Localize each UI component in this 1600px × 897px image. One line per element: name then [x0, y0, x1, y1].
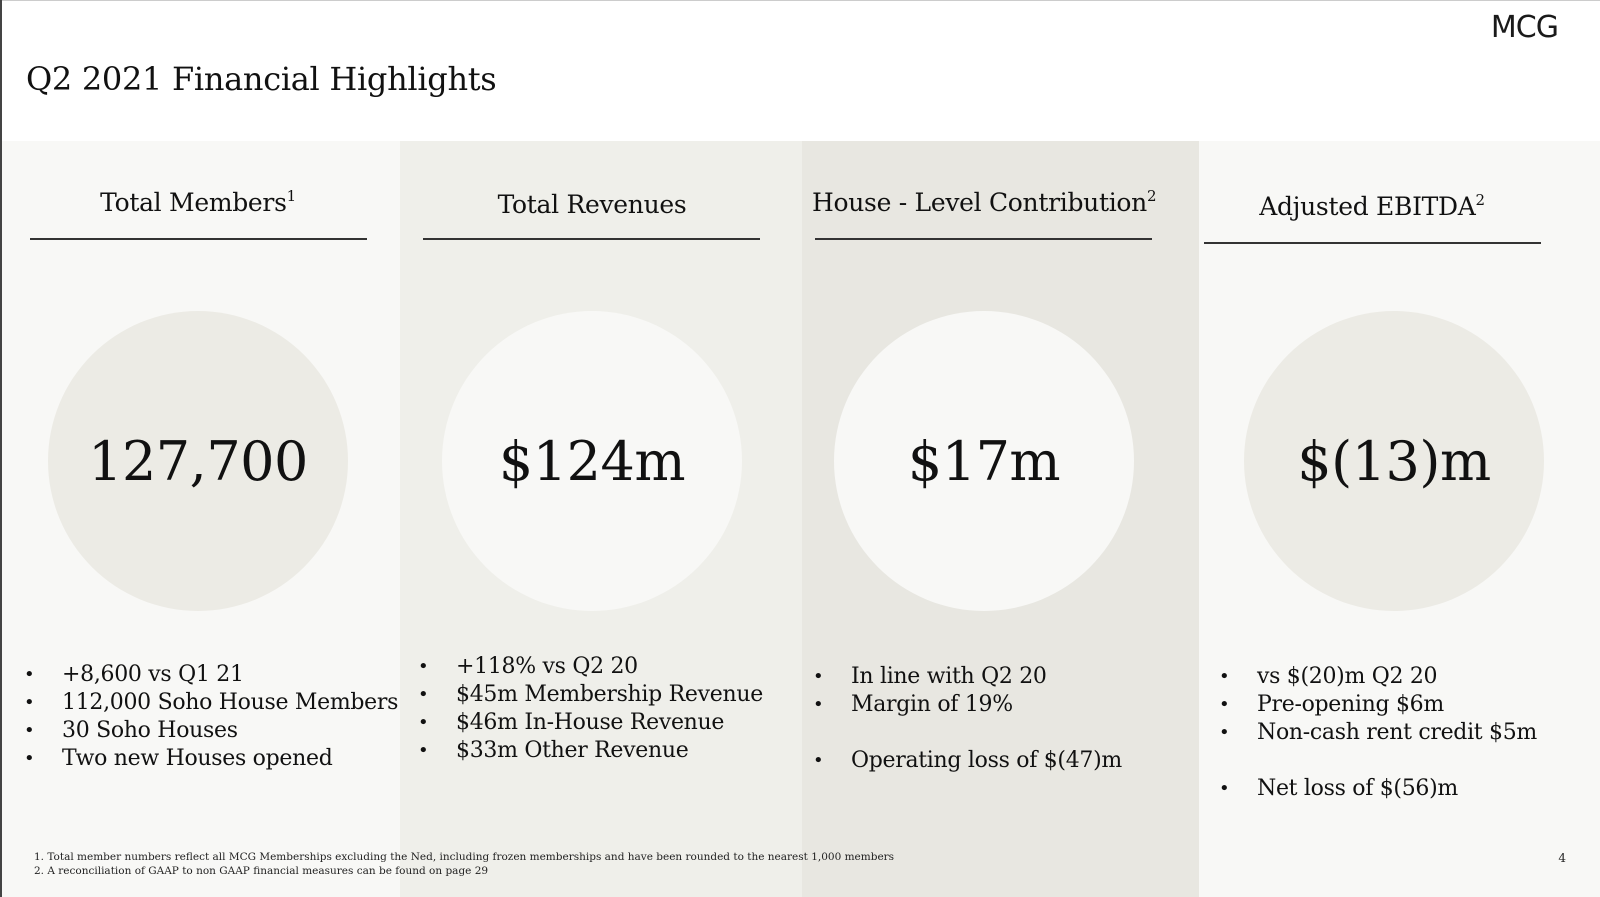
heading-underline: [1204, 242, 1541, 244]
bullet-item: • Pre-opening $6m: [1219, 691, 1537, 719]
top-border: [0, 0, 1600, 1]
bullet-item: • Two new Houses opened: [24, 745, 398, 773]
bullet-item: • Operating loss of $(47)m: [813, 747, 1122, 775]
bullet-item: • Non-cash rent credit $5m: [1219, 719, 1537, 747]
kpi-heading-text: Total Members: [100, 188, 287, 217]
heading-underline: [815, 238, 1152, 240]
kpi-bullets-adjusted-ebitda: [1219, 663, 1537, 803]
bullet-item: • $46m In-House Revenue: [418, 709, 763, 737]
kpi-value-house-level-contribution: $17m: [907, 429, 1061, 493]
bullet-item: • 30 Soho Houses: [24, 717, 398, 745]
footnotes: [34, 850, 894, 878]
kpi-heading-text: House - Level Contribution: [812, 188, 1147, 217]
bullet-item: • In line with Q2 20: [813, 663, 1122, 691]
bullet-item: • +8,600 vs Q1 21: [24, 661, 398, 689]
kpi-value-circle: [1244, 311, 1544, 611]
kpi-value-circle: [442, 311, 742, 611]
kpi-bullets-house-level-contribution: [813, 663, 1122, 775]
bullet-item: • 112,000 Soho House Members: [24, 689, 398, 717]
heading-underline: [30, 238, 367, 240]
heading-underline: [423, 238, 760, 240]
kpi-value-total-members: 127,700: [88, 429, 308, 493]
kpi-value-total-revenues: $124m: [498, 429, 686, 493]
bullet-item: • +118% vs Q2 20: [418, 653, 763, 681]
footnote-1: 1. Total member numbers reflect all MCG Memberships excluding the Ned, including frozen memberships and have been rounded to the nearest 1,000 members: [34, 851, 895, 863]
kpi-heading-text: Total Revenues: [497, 190, 687, 219]
bullet-item: • Margin of 19%: [813, 691, 1122, 719]
footnote-ref: 1: [286, 187, 296, 205]
footnote-ref: 2: [1475, 191, 1485, 209]
bullet-item: • Net loss of $(56)m: [1219, 775, 1537, 803]
kpi-value-circle: [834, 311, 1134, 611]
page-title: Q2 2021 Financial Highlights: [26, 60, 497, 98]
kpi-heading-adjusted-ebitda: [1202, 192, 1542, 221]
kpi-heading-total-members: [28, 188, 368, 217]
footnote-ref: 2: [1146, 187, 1157, 205]
mcg-logo: MCG: [1490, 10, 1558, 45]
kpi-bullets-total-revenues: [418, 653, 763, 765]
kpi-value-adjusted-ebitda: $(13)m: [1297, 429, 1491, 493]
kpi-value-circle: [48, 311, 348, 611]
kpi-heading-text: Adjusted EBITDA: [1259, 192, 1476, 221]
bullet-item: • $45m Membership Revenue: [418, 681, 763, 709]
kpi-heading-house-level-contribution: [812, 187, 1157, 217]
kpi-bullets-total-members: [24, 661, 398, 773]
footnote-2: 2. A reconciliation of GAAP to non GAAP financial measures can be found on page 29: [34, 865, 489, 877]
bullet-item: • $33m Other Revenue: [418, 737, 763, 765]
page-number: 4: [1558, 851, 1566, 865]
kpi-heading-total-revenues: [422, 190, 762, 219]
bullet-item: • vs $(20)m Q2 20: [1219, 663, 1537, 691]
left-border: [0, 0, 2, 897]
